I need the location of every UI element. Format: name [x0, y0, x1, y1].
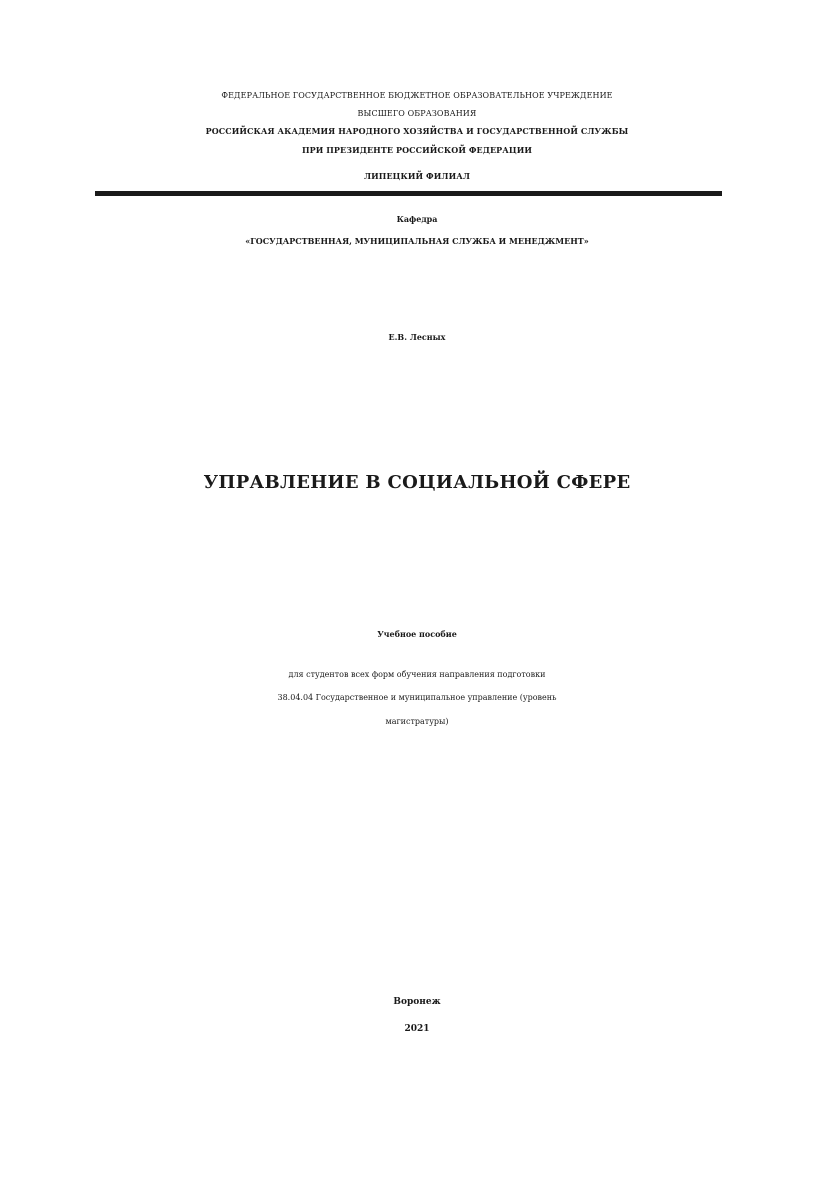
- institution-line-2: ВЫСШЕГО ОБРАЗОВАНИЯ: [357, 109, 477, 118]
- description-line-3: магистратуры): [385, 717, 449, 726]
- book-title: УПРАВЛЕНИЕ В СОЦИАЛЬНОЙ СФЕРЕ: [203, 472, 631, 493]
- author-name: Е.В. Лесных: [388, 332, 446, 342]
- imprint-city: Воронеж: [393, 997, 441, 1007]
- imprint-year: 2021: [404, 1024, 430, 1034]
- department-name: «ГОСУДАРСТВЕННАЯ, МУНИЦИПАЛЬНАЯ СЛУЖБА И МЕНЕДЖМЕНТ»: [245, 236, 589, 246]
- institution-line-3: РОССИЙСКАЯ АКАДЕМИЯ НАРОДНОГО ХОЗЯЙСТВА И ГОСУДАРСТВЕННОЙ СЛУЖБЫ: [205, 126, 629, 136]
- institution-branch: ЛИПЕЦКИЙ ФИЛИАЛ: [363, 171, 471, 181]
- institution-line-4: ПРИ ПРЕЗИДЕНТЕ РОССИЙСКОЙ ФЕДЕРАЦИИ: [301, 145, 533, 155]
- description-line-1: для студентов всех форм обучения направления подготовки: [288, 670, 546, 679]
- header-divider: [95, 191, 722, 196]
- publication-type: Учебное пособие: [377, 629, 457, 639]
- description-line-2: 38.04.04 Государственное и муниципальное управление (уровень: [277, 693, 557, 702]
- institution-line-1: ФЕДЕРАЛЬНОЕ ГОСУДАРСТВЕННОЕ БЮДЖЕТНОЕ ОБРАЗОВАТЕЛЬНОЕ УЧРЕЖДЕНИЕ: [221, 91, 613, 100]
- department-label: Кафедра: [396, 214, 438, 224]
